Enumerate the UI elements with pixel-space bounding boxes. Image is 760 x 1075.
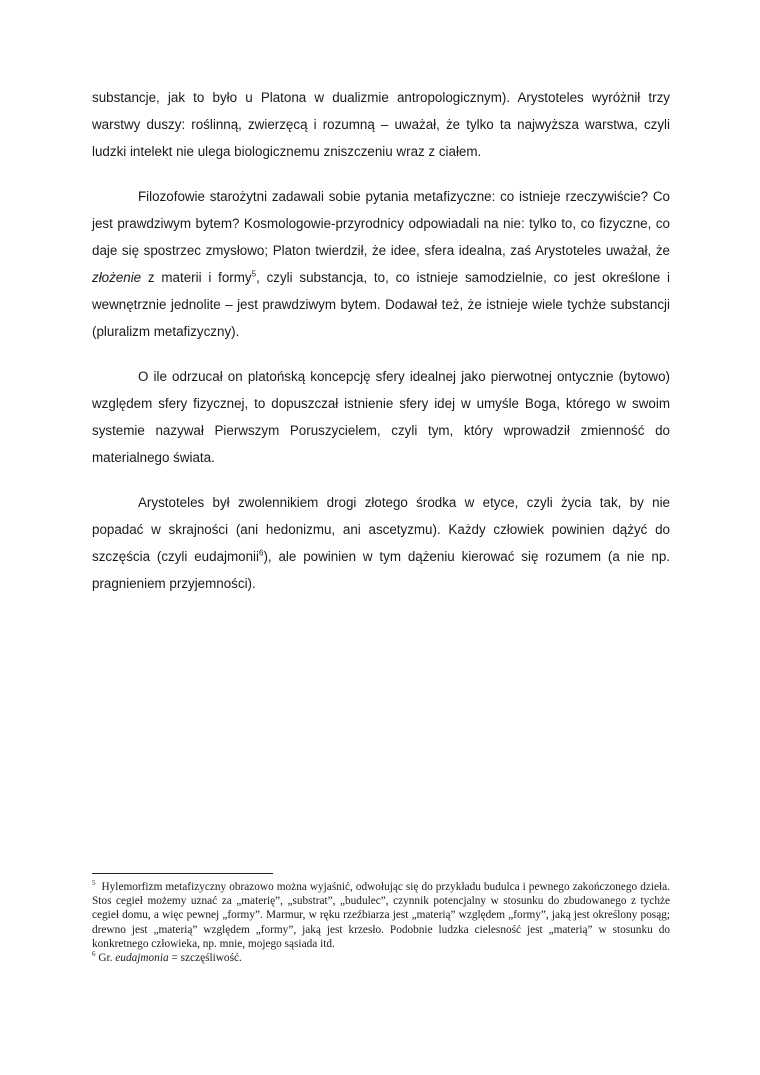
footnote-text: Gr. (98, 952, 116, 965)
paragraph-text: , czyli substancja, to, co istnieje samodzielnie, co jest określone i wewnętrznie jednolite – jest prawdziwym bytem. Dodawał też, że istnieje wiele tychże substancji (pluralizm metafizyczny). (92, 270, 670, 339)
paragraph-text: z materii i formy (141, 270, 252, 285)
paragraph-text: substancje, jak to było u Platona w dualizmie antropologicznym). Arystoteles wyróżnił trzy warstwy duszy: roślinną, zwierzęcą i rozumną – uważał, że tylko ta najwyższa warstwa, czyli ludzki intelekt nie ulega biologicznemu zniszczeniu wraz z ciałem. (92, 90, 670, 159)
footnote-text: Hylemorfizm metafizyczny obrazowo można wyjaśnić, odwołując się do przykładu budulca i pewnego zakończonego dzieła. Stos cegieł możemy uznać za „materię”, „substrat”, „budulec”, czynnik potencjalny w stosunku do zbudowanego z tychże cegieł domu, a więc pewnej „formy”. Marmur, w ręku rzeźbiarza jest „materią” względem „formy”, jaką jest określony posąg; drewno jest „materią” względem „formy”, jaką jest krzesło. Podobnie ludzka cielesność jest „materią” w stosunku do konkretnego człowieka, np. mnie, mojego sąsiada itd. (92, 881, 670, 950)
footnotes-section (92, 880, 670, 965)
footnote-6 (92, 951, 670, 965)
emphasis-text: eudajmonia (115, 952, 169, 965)
footnote-separator (92, 873, 273, 874)
paragraph-text: ), ale powinien w tym dążeniu kierować się rozumem (a nie np. pragnieniem przyjemności). (92, 549, 670, 591)
paragraph-continuation (92, 84, 670, 165)
paragraph-ethics (92, 489, 670, 597)
footnote-number: 5 (92, 879, 96, 888)
footnote-5 (92, 880, 670, 951)
paragraph-text: Filozofowie starożytni zadawali sobie pytania metafizyczne: co istnieje rzeczywiście? Co jest prawdziwym bytem? Kosmologowie-przyrodnicy odpowiadali na nie: tylko to, co fizyczne, co daje się spostrzec zmysłowo; Platon twierdził, że idee, sfera idealna, zaś Arystoteles uważał, że (92, 189, 670, 258)
footnote-number: 6 (92, 950, 96, 959)
emphasis-text: złożenie (92, 270, 142, 285)
footnote-ref-6[interactable]: 6 (259, 548, 264, 558)
paragraph-text: Arystoteles był zwolennikiem drogi złotego środka w etyce, czyli życia tak, by nie popadać w skrajności (ani hedonizmu, ani ascetyzmu). Każdy człowiek powinien dążyć do szczęścia (czyli eudajmonii (92, 495, 670, 564)
paragraph-ideal-sphere (92, 363, 670, 471)
paragraph-metaphysics (92, 183, 670, 345)
footnote-ref-5[interactable]: 5 (251, 269, 257, 279)
paragraph-text: O ile odrzucał on platońską koncepcję sfery idealnej jako pierwotnej ontycznie (bytowo) względem sfery fizycznej, to dopuszczał istnienie sfery idej w umyśle Boga, którego w swoim systemie nazywał Pierwszym Poruszycielem, czyli tym, który wprowadził zmienność do materialnego świata. (92, 369, 670, 465)
footnote-text: = szczęśliwość. (168, 952, 242, 965)
main-text (92, 84, 670, 615)
